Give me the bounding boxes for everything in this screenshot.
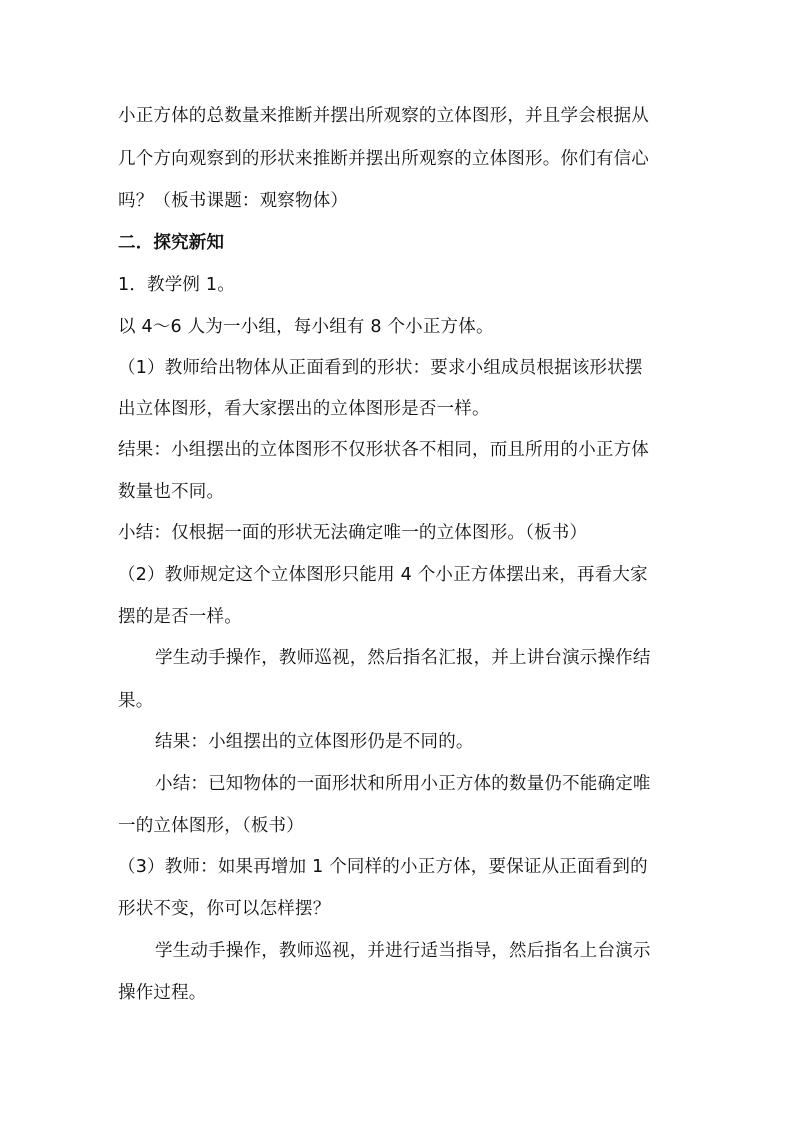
- text-line: 学生动手操作，教师巡视，然后指名汇报，并上讲台演示操作结: [155, 648, 651, 668]
- section-heading: 二．探究新知: [118, 233, 225, 253]
- text-line: 结果：小组摆出的立体图形不仅形状各不相同，而且所用的小正方体: [118, 440, 649, 460]
- text-line: 果。: [118, 691, 154, 711]
- text-line: 一的立体图形，（板书）: [118, 816, 304, 836]
- text-line: 出立体图形，看大家摆出的立体图形是否一样。: [118, 399, 490, 419]
- text-line: （3）教师：如果再增加 1 个同样的小正方体，要保证从正面看到的: [118, 857, 648, 877]
- text-line: 小结：仅根据一面的形状无法确定唯一的立体图形。（板书）: [118, 523, 588, 543]
- text-line: 形状不变，你可以怎样摆？: [118, 899, 331, 919]
- text-line: 摆的是否一样。: [118, 607, 242, 627]
- text-line: 吗？（板书课题：观察物体）: [118, 191, 349, 211]
- text-line: 学生动手操作，教师巡视，并进行适当指导，然后指名上台演示: [155, 941, 651, 961]
- text-line: 几个方向观察到的形状来推断并摆出所观察的立体图形。你们有信心: [118, 149, 649, 169]
- text-line: 小正方体的总数量来推断并摆出所观察的立体图形，并且学会根据从: [118, 106, 649, 126]
- text-line: 操作过程。: [118, 983, 207, 1003]
- text-line: 以 4～6 人为一小组，每小组有 8 个小正方体。: [118, 317, 494, 337]
- text-line: 1．教学例 1。: [118, 275, 235, 295]
- text-line: 数量也不同。: [118, 482, 225, 502]
- text-line: 结果：小组摆出的立体图形仍是不同的。: [155, 732, 474, 752]
- text-line: （2）教师规定这个立体图形只能用 4 个小正方体摆出来，再看大家: [118, 565, 648, 585]
- text-line: 小结：已知物体的一面形状和所用小正方体的数量仍不能确定唯: [155, 774, 651, 794]
- text-line: （1）教师给出物体从正面看到的形状：要求小组成员根据该形状摆: [118, 358, 643, 378]
